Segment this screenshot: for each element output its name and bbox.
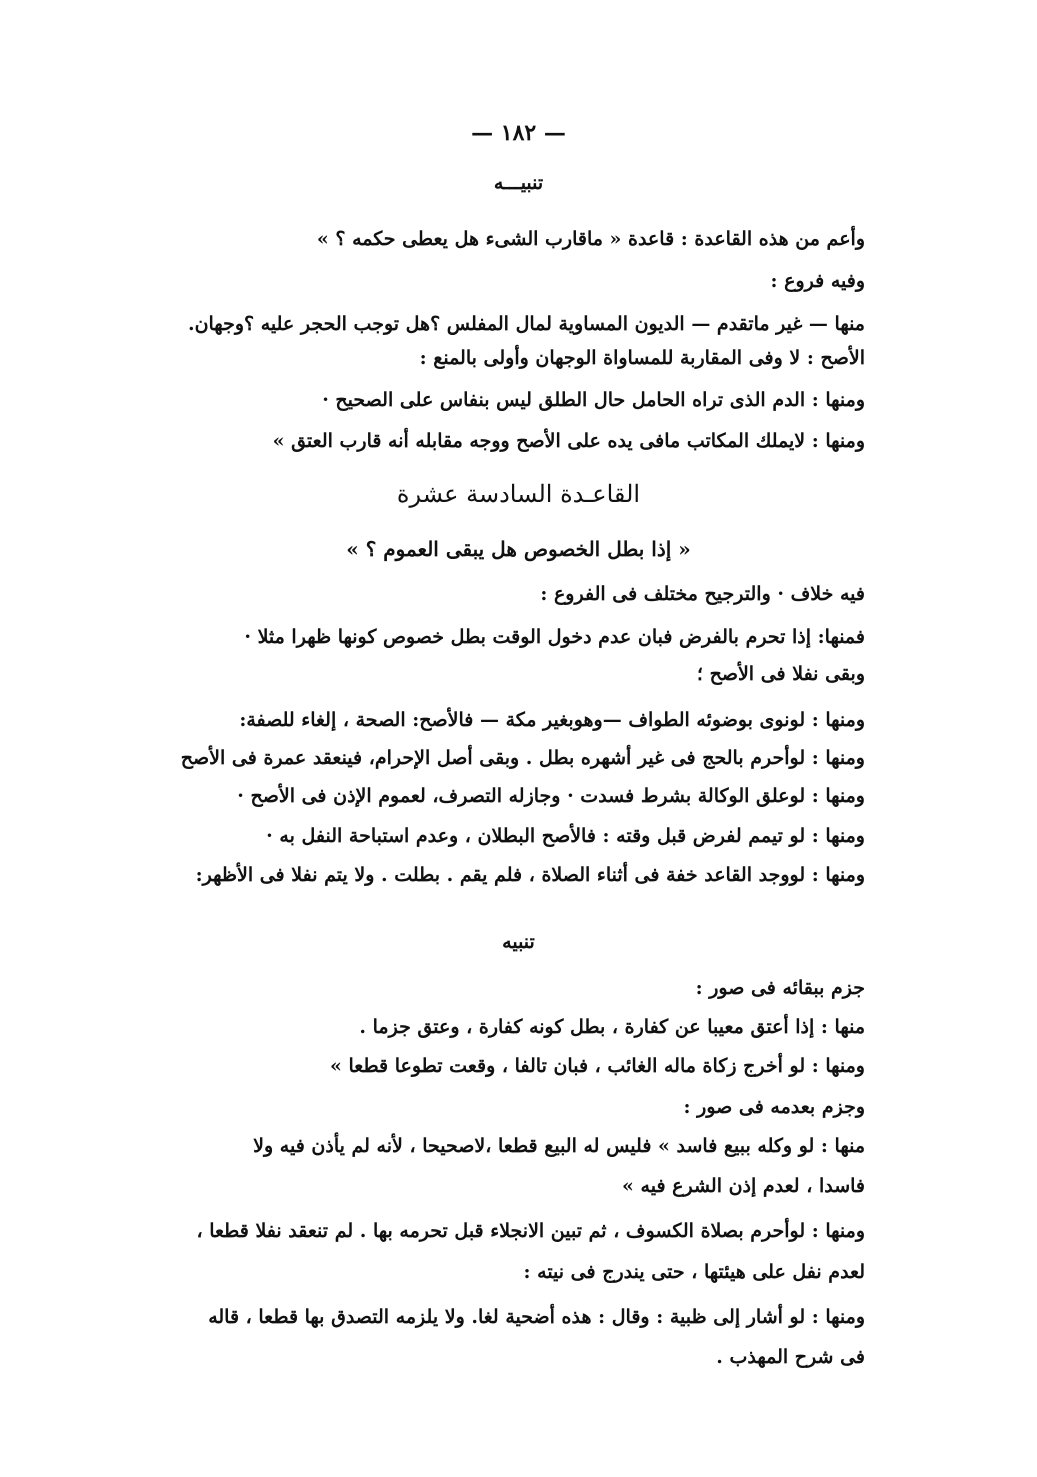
text-line: ومنها : لوعلق الوكالة بشرط فسدت · وجازله التصرف، لعموم الإذن فى الأصح · xyxy=(237,785,865,807)
text-line: لعدم نفل على هيئتها ، حتى يندرج فى نيته : xyxy=(523,1261,865,1283)
text-line: جزم ببقائه فى صور : xyxy=(695,977,865,999)
text-line: ومنها : لوأحرم بالحج فى غير أشهره بطل . وبقى أصل الإحرام، فينعقد عمرة فى الأصح xyxy=(180,747,865,769)
text-line: ومنها : لو أخرج زكاة ماله الغائب ، فبان تالفا ، وقعت تطوعا قطعا » xyxy=(330,1055,865,1077)
text-line: وأعم من هذه القاعدة : قاعدة « ماقارب الشىء هل يعطى حكمه ؟ » xyxy=(316,228,865,250)
page-number: — ١٨٢ — xyxy=(471,120,566,146)
rule-heading: القاعـدة السادسة عشرة xyxy=(396,480,641,508)
text-line: الأصح : لا وفى المقاربة للمساواة الوجهان وأولى بالمنع : xyxy=(419,347,865,369)
text-line: ومنها : لو أشار إلى ظبية : وقال : هذه أضحية لغا. ولا يلزمه التصدق بها قطعا ، قاله xyxy=(208,1306,865,1328)
notice-heading: تنبيـــه xyxy=(493,172,544,194)
text-line: ومنها : لو تيمم لفرض قبل وقته : فالأصح البطلان ، وعدم استباحة النفل به · xyxy=(266,825,865,847)
text-line: فاسدا ، لعدم إذن الشرع فيه » xyxy=(622,1175,865,1197)
text-line: منها : لو وكله ببيع فاسد » فليس له البيع قطعا ،لاصحيحا ، لأنه لم يأذن فيه ولا xyxy=(253,1135,865,1157)
text-line: فمنها: إذا تحرم بالفرض فبان عدم دخول الوقت بطل خصوص كونها ظهرا مثلا · xyxy=(244,626,865,648)
text-line: ومنها : لونوى بوضوئه الطواف —وهوبغير مكة — فالأصح: الصحة ، إلغاء للصفة: xyxy=(239,709,865,731)
text-line: فيه خلاف · والترجيح مختلف فى الفروع : xyxy=(540,583,865,605)
text-line: منها — غير ماتقدم — الديون المساوية لمال المفلس ؟هل توجب الحجر عليه ؟وجهان. xyxy=(187,313,865,335)
text-line: ومنها : الدم الذى تراه الحامل حال الطلق ليس بنفاس على الصحيح · xyxy=(322,389,865,411)
text-line: وجزم بعدمه فى صور : xyxy=(683,1096,865,1118)
text-line: ومنها : لايملك المكاتب مافى يده على الأصح ووجه مقابله أنه قارب العتق » xyxy=(272,430,865,452)
text-line: ومنها : لوأحرم بصلاة الكسوف ، ثم تبين الانجلاء قبل تحرمه بها . لم تنعقد نفلا قطعا ، xyxy=(196,1220,865,1242)
text-line: فى شرح المهذب . xyxy=(716,1346,865,1368)
rule-question: « إذا بطل الخصوص هل يبقى العموم ؟ » xyxy=(346,537,691,561)
text-line: منها : إذا أعتق معيبا عن كفارة ، بطل كونه كفارة ، وعتق جزما . xyxy=(359,1016,865,1038)
text-line: وفيه فروع : xyxy=(770,270,865,292)
notice-heading: تنبيه xyxy=(502,931,535,953)
text-line: وبقى نفلا فى الأصح ؛ xyxy=(696,663,865,685)
text-line: ومنها : لووجد القاعد خفة فى أثناء الصلاة ، فلم يقم . بطلت . ولا يتم نفلا فى الأظهر: xyxy=(195,864,865,886)
